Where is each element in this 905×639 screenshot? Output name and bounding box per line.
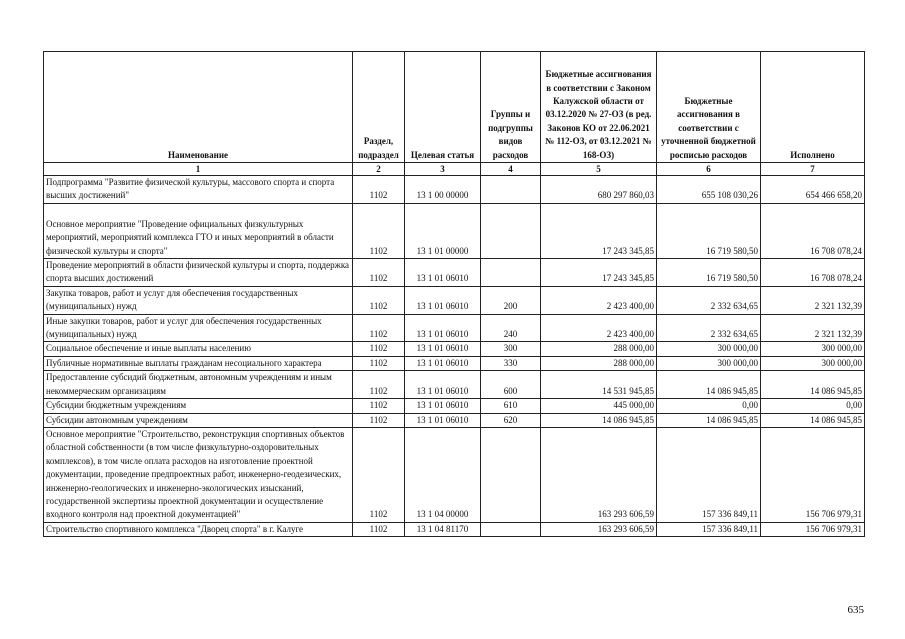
- row-section: 1102: [353, 413, 405, 427]
- row-article: 13 1 01 06010: [405, 356, 481, 370]
- row-group: [481, 176, 541, 204]
- row-article: 13 1 01 06010: [405, 286, 481, 314]
- row-name: Субсидии автономным учреждениям: [44, 413, 353, 427]
- row-section: 1102: [353, 203, 405, 258]
- row-group: 200: [481, 286, 541, 314]
- row-law-amount: 163 293 606,59: [541, 427, 657, 522]
- row-name: Закупка товаров, работ и услуг для обеспечения государственных (муниципальных) нужд: [44, 286, 353, 314]
- row-section: 1102: [353, 286, 405, 314]
- header-group: Группы и подгруппы видов расходов: [481, 52, 541, 163]
- table-row: [44, 286, 865, 314]
- table-row: [44, 371, 865, 399]
- header-row: [44, 52, 865, 163]
- row-law-amount: 163 293 606,59: [541, 522, 657, 536]
- row-group: [481, 522, 541, 536]
- row-law-amount: 2 423 400,00: [541, 314, 657, 342]
- row-done-amount: 156 706 979,31: [761, 522, 865, 536]
- row-plan-amount: 300 000,00: [657, 356, 761, 370]
- row-section: 1102: [353, 259, 405, 287]
- row-section: 1102: [353, 176, 405, 204]
- table-row: [44, 522, 865, 536]
- row-plan-amount: 0,00: [657, 399, 761, 413]
- row-group: [481, 259, 541, 287]
- header-section: Раздел, подраздел: [353, 52, 405, 163]
- row-law-amount: 445 000,00: [541, 399, 657, 413]
- row-done-amount: 300 000,00: [761, 356, 865, 370]
- row-name: Основное мероприятие "Проведение официальных физкультурных мероприятий, мероприятий комплекса ГТО и иных мероприятий в области физической культуры и спорта": [44, 203, 353, 258]
- row-name: Строительство спортивного комплекса "Дворец спорта" в г. Калуге: [44, 522, 353, 536]
- column-number: 4: [481, 163, 541, 176]
- row-group: 330: [481, 356, 541, 370]
- table-row: [44, 176, 865, 204]
- row-plan-amount: 655 108 030,26: [657, 176, 761, 204]
- row-done-amount: 654 466 658,20: [761, 176, 865, 204]
- row-section: 1102: [353, 522, 405, 536]
- row-name: Подпрограмма "Развитие физической культуры, массового спорта и спорта высших достижений": [44, 176, 353, 204]
- table-row: [44, 427, 865, 522]
- row-article: 13 1 01 06010: [405, 413, 481, 427]
- header-done: Исполнено: [761, 52, 865, 163]
- row-done-amount: 2 321 132,39: [761, 314, 865, 342]
- row-name: Публичные нормативные выплаты гражданам несоциального характера: [44, 356, 353, 370]
- row-name: Субсидии бюджетным учреждениям: [44, 399, 353, 413]
- header-law: Бюджетные ассигнования в соответствии с Законом Калужской области от 03.12.2020 № 27-ОЗ (в ред. Законов КО от 22.06.2021 № 112-ОЗ, от 03.12.2021 № 168-ОЗ): [541, 52, 657, 163]
- row-done-amount: 2 321 132,39: [761, 286, 865, 314]
- row-done-amount: 16 708 078,24: [761, 203, 865, 258]
- row-law-amount: 288 000,00: [541, 342, 657, 356]
- row-plan-amount: 2 332 634,65: [657, 314, 761, 342]
- row-section: 1102: [353, 399, 405, 413]
- table-row: [44, 314, 865, 342]
- row-section: 1102: [353, 342, 405, 356]
- row-article: 13 1 01 06010: [405, 314, 481, 342]
- row-done-amount: 0,00: [761, 399, 865, 413]
- row-done-amount: 14 086 945,85: [761, 371, 865, 399]
- row-plan-amount: 16 719 580,50: [657, 259, 761, 287]
- row-done-amount: 300 000,00: [761, 342, 865, 356]
- row-article: 13 1 01 06010: [405, 399, 481, 413]
- row-article: 13 1 04 81170: [405, 522, 481, 536]
- row-group: 610: [481, 399, 541, 413]
- column-number: 7: [761, 163, 865, 176]
- header-name: Наименование: [44, 52, 353, 163]
- row-group: 300: [481, 342, 541, 356]
- row-law-amount: 17 243 345,85: [541, 203, 657, 258]
- row-plan-amount: 16 719 580,50: [657, 203, 761, 258]
- row-section: 1102: [353, 427, 405, 522]
- row-law-amount: 17 243 345,85: [541, 259, 657, 287]
- row-group: [481, 203, 541, 258]
- row-article: 13 1 01 06010: [405, 371, 481, 399]
- column-number: 2: [353, 163, 405, 176]
- column-number: 1: [44, 163, 353, 176]
- header-article: Целевая статья: [405, 52, 481, 163]
- row-name: Основное мероприятие "Строительство, реконструкция спортивных объектов областной собственности (в том числе физкультурно-оздоровительных комплексов), в том числе оплата расходов на изготовление проектной документации, проведение предпроектных работ, инженерно-геодезических, инженерно-геологических и инженерно-экологических изысканий, государственной экспертизы проектной документации и осуществление входного контроля над проектной документацией": [44, 427, 353, 522]
- row-article: 13 1 01 00000: [405, 203, 481, 258]
- table-row: [44, 413, 865, 427]
- table-row: [44, 356, 865, 370]
- column-number: 5: [541, 163, 657, 176]
- row-section: 1102: [353, 314, 405, 342]
- row-group: 620: [481, 413, 541, 427]
- column-number-row: [44, 163, 865, 176]
- row-plan-amount: 157 336 849,11: [657, 522, 761, 536]
- row-done-amount: 16 708 078,24: [761, 259, 865, 287]
- column-number: 6: [657, 163, 761, 176]
- column-number: 3: [405, 163, 481, 176]
- row-article: 13 1 00 00000: [405, 176, 481, 204]
- page-number: 635: [847, 604, 864, 616]
- row-group: [481, 427, 541, 522]
- table-row: [44, 203, 865, 258]
- row-plan-amount: 2 332 634,65: [657, 286, 761, 314]
- budget-table: [43, 51, 865, 537]
- header-plan: Бюджетные ассигнования в соответствии с уточненной бюджетной росписью расходов: [657, 52, 761, 163]
- row-article: 13 1 01 06010: [405, 342, 481, 356]
- row-plan-amount: 14 086 945,85: [657, 413, 761, 427]
- row-law-amount: 14 086 945,85: [541, 413, 657, 427]
- row-name: Социальное обеспечение и иные выплаты населению: [44, 342, 353, 356]
- row-law-amount: 680 297 860,03: [541, 176, 657, 204]
- table-row: [44, 259, 865, 287]
- row-name: Иные закупки товаров, работ и услуг для обеспечения государственных (муниципальных) нужд: [44, 314, 353, 342]
- row-done-amount: 156 706 979,31: [761, 427, 865, 522]
- row-article: 13 1 01 06010: [405, 259, 481, 287]
- row-plan-amount: 157 336 849,11: [657, 427, 761, 522]
- row-group: 600: [481, 371, 541, 399]
- row-section: 1102: [353, 371, 405, 399]
- row-done-amount: 14 086 945,85: [761, 413, 865, 427]
- row-name: Предоставление субсидий бюджетным, автономным учреждениям и иным некоммерческим организациям: [44, 371, 353, 399]
- row-group: 240: [481, 314, 541, 342]
- row-plan-amount: 300 000,00: [657, 342, 761, 356]
- row-law-amount: 288 000,00: [541, 356, 657, 370]
- row-plan-amount: 14 086 945,85: [657, 371, 761, 399]
- row-name: Проведение мероприятий в области физической культуры и спорта, поддержка спорта высших достижений: [44, 259, 353, 287]
- row-section: 1102: [353, 356, 405, 370]
- row-article: 13 1 04 00000: [405, 427, 481, 522]
- row-law-amount: 14 531 945,85: [541, 371, 657, 399]
- table-row: [44, 399, 865, 413]
- table-row: [44, 342, 865, 356]
- row-law-amount: 2 423 400,00: [541, 286, 657, 314]
